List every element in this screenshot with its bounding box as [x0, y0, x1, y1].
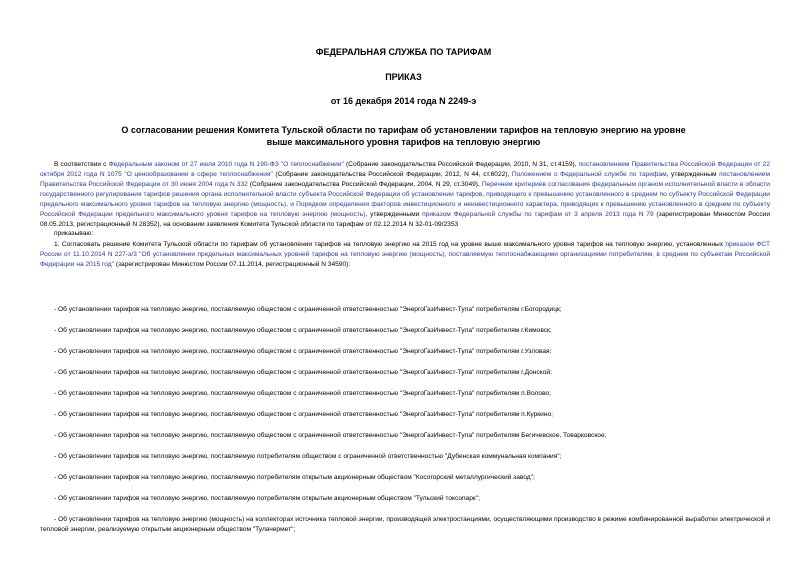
preamble-text: (Собрание законодательства Российской Федерации, 2004, N 29, ст.3049), — [247, 181, 482, 188]
link-regulation[interactable]: Положением о Федеральной службе по тарифам — [511, 171, 667, 178]
list-item: - Об установлении тарифов на тепловую энергию, поставляемую потребителям открытым акционерным обществом "Тульский токсопарк"; — [54, 495, 480, 502]
list-item: - Об установлении тарифов на тепловую энергию, поставляемую обществом с ограниченной ответственностью "ЭнергоГазИнвест-Тула" потребителям Бегичевское, Товарковское; — [54, 432, 607, 439]
preamble-text: В соответствии с — [54, 161, 109, 168]
link-government-resolution[interactable]: постановлением Правительства Российской Федерации от 22 октября 2012 года N 1075 "О ценообразовании в сфере теплоснабжения" — [40, 161, 771, 178]
list-item: - Об установлении тарифов на тепловую энергию, поставляемую обществом с ограниченной ответственностью "ЭнергоГазИнвест-Тула" потребителям г.Донской; — [54, 369, 552, 376]
list-item: - Об установлении тарифов на тепловую энергию, поставляемую потребителям открытым акционерным обществом "Косогорский металлургический завод"; — [54, 474, 535, 481]
document-subject: О согласовании решения Комитета Тульской области по тарифам об установлении тарифов на тепловую энергию на уровне выше максимального уровня тарифов на тепловую энергию — [121, 125, 686, 147]
list-item: - Об установлении тарифов на тепловую энергию, поставляемую обществом с ограниченной ответственностью "ЭнергоГазИнвест-Тула" потребителям г.Узловая; — [54, 348, 552, 355]
list-item: - Об установлении тарифов на тепловую энергию, поставляемую обществом с ограниченной ответственностью "ЭнергоГазИнвест-Тула" потребителям г.Богородицк; — [54, 306, 562, 313]
point-text: 1. Согласовать решение Комитета Тульской области по тарифам об установлении тарифов на тепловую энергию на 2015 год на уровне выше максимального уровня тарифов на тепловую энергию, установленных — [54, 241, 726, 248]
order-word: приказываю: — [54, 230, 94, 237]
document-date-number: от 16 декабря 2014 года N 2249-э — [330, 96, 477, 106]
link-criteria-list[interactable]: Перечнем критериев согласования федеральным органом исполнительной власти в области государственного регулирования тарифов решения органа исполнительной власти субъекта Российской Федерации об установлении тарифов, приводящего к превышению установленного в среднем по субъекту Российской Федерации предельного максимального уровня тарифов на тепловую энергию (мощность), и Порядком определения факторов инвестиционного и неинвестиционного характера, приводящих к превышению установленного в среднем по субъекту Российской Федерации предельного максимального уровня тарифов на тепловую энергию (мощность) — [40, 181, 770, 218]
document-type: ПРИКАЗ — [385, 72, 422, 82]
list-item: - Об установлении тарифов на тепловую энергию, поставляемую потребителям обществом с ограниченной ответственностью "Дубенская коммунальная компания"; — [54, 453, 562, 460]
list-item: - Об установлении тарифов на тепловую энергию, поставляемую обществом с ограниченной ответственностью "ЭнергоГазИнвест-Тула" потребителям п.Волово; — [54, 390, 552, 397]
preamble-text: (зарегистрирован Минюстом России 08.05.2013, регистрационный N 28352), на основании заявления Комитета Тульской области по тарифам от 02.12.2014 N 32-01-09/2353 — [40, 211, 771, 228]
preamble-text: , утвержденным — [666, 171, 720, 178]
list-item: - Об установлении тарифов на тепловую энергию (мощность) на коллекторах источника тепловой энергии, производящей электростанциями, осуществляющими производство в режиме комбинированной выработки электрической и тепловой энергии, реализуемую открытым акционерным обществом "Тулачермет"; — [40, 516, 770, 533]
link-order-227[interactable]: приказом ФСТ России от 11.10.2014 N 227-э/3 "Об установлении предельных максимальных уровней тарифов на тепловую энергию (мощность), поставляемую теплоснабжающими организациями потребителям, в среднем по субъектам Российской Федерации на 2015 год" — [40, 241, 770, 268]
link-resolution-332[interactable]: постановлением Правительства Российской Федерации от 30 июня 2004 года N 332 — [40, 171, 771, 188]
preamble — [40, 160, 770, 230]
point-text: (зарегистрирован Минюстом России 07.11.2014, регистрационный N 34590): — [113, 261, 351, 268]
point-1 — [40, 240, 770, 270]
list-item: - Об установлении тарифов на тепловую энергию, поставляемую обществом с ограниченной ответственностью "ЭнергоГазИнвест-Тула" потребителям п.Куркино; — [54, 411, 554, 418]
preamble-text: (Собрание законодательства Российской Федерации, 2010, N 31, ст.4159), — [343, 161, 579, 168]
preamble-text: , утвержденными — [365, 211, 423, 218]
list-item: - Об установлении тарифов на тепловую энергию, поставляемую обществом с ограниченной ответственностью "ЭнергоГазИнвест-Тула" потребителям г.Кимовск; — [54, 327, 552, 334]
preamble-text: (Собрание законодательства Российской Федерации, 2012, N 44, ст.6022), — [272, 171, 512, 178]
link-order-79[interactable]: приказом Федеральной службы по тарифам от 3 апреля 2013 года N 79 — [422, 211, 654, 218]
link-federal-law[interactable]: Федеральным законом от 27 июля 2010 года N 190-ФЗ "О теплоснабжении" — [108, 161, 344, 168]
agency-title: ФЕДЕРАЛЬНАЯ СЛУЖБА ПО ТАРИФАМ — [315, 47, 492, 57]
